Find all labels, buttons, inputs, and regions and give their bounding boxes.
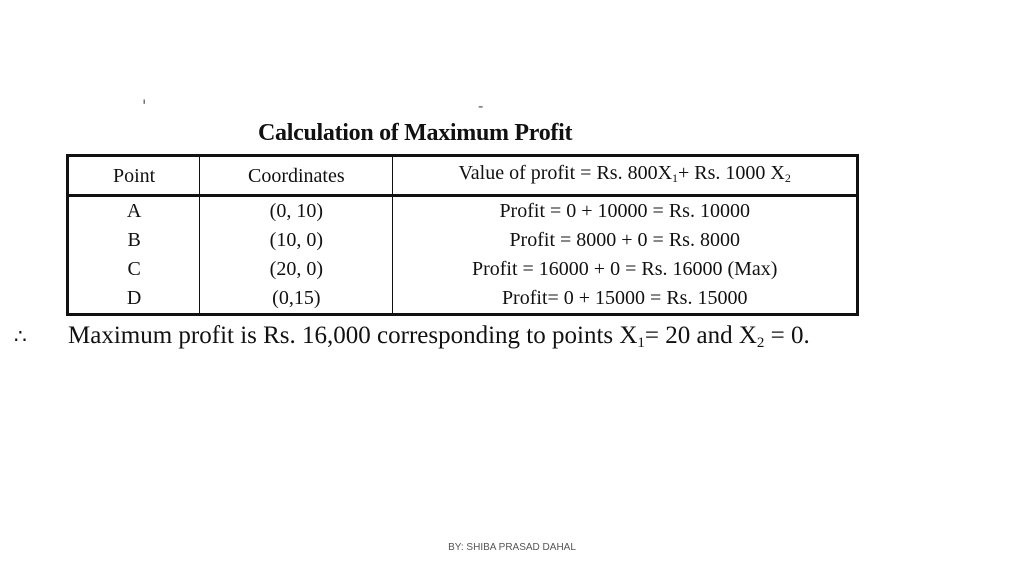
slide-title: Calculation of Maximum Profit [258,120,573,146]
cell-point: A [68,196,200,227]
conclusion-statement: ∴ Maximum profit is Rs. 16,000 corresponding to points $X_1= 20$ and $X_2 = 0$. [14,322,810,351]
header-point: Point [68,156,200,196]
table-row [68,255,858,284]
therefore-symbol: ∴ [14,326,27,348]
cell-coordinates: (20, 0) [200,255,393,284]
table-row [68,226,858,255]
cell-point: C [68,255,200,284]
cell-profit: Profit= 0 + 15000 = Rs. 15000 [393,284,858,315]
cell-profit: Profit = 0 + 10000 = Rs. 10000 [393,196,858,227]
cell-point: D [68,284,200,315]
cell-coordinates: (0, 10) [200,196,393,227]
table-header-row [68,156,858,196]
table-row [68,284,858,315]
cell-profit: Profit = 8000 + 0 = Rs. 8000 [393,226,858,255]
cell-profit: Profit = 16000 + 0 = Rs. 16000 (Max) [393,255,858,284]
author-footer: BY: SHIBA PRASAD DAHAL [448,542,576,553]
header-coordinates: Coordinates [200,156,393,196]
header-value-of-profit: Value of profit = Rs. $800X_1+ Rs$. 1000 $X_2$ [393,156,858,196]
cell-point: B [68,226,200,255]
profit-table [66,154,859,316]
table-row [68,196,858,227]
cell-coordinates: (0,15) [200,284,393,315]
cell-coordinates: (10, 0) [200,226,393,255]
cropped-text-remnant: ' - [142,96,484,115]
